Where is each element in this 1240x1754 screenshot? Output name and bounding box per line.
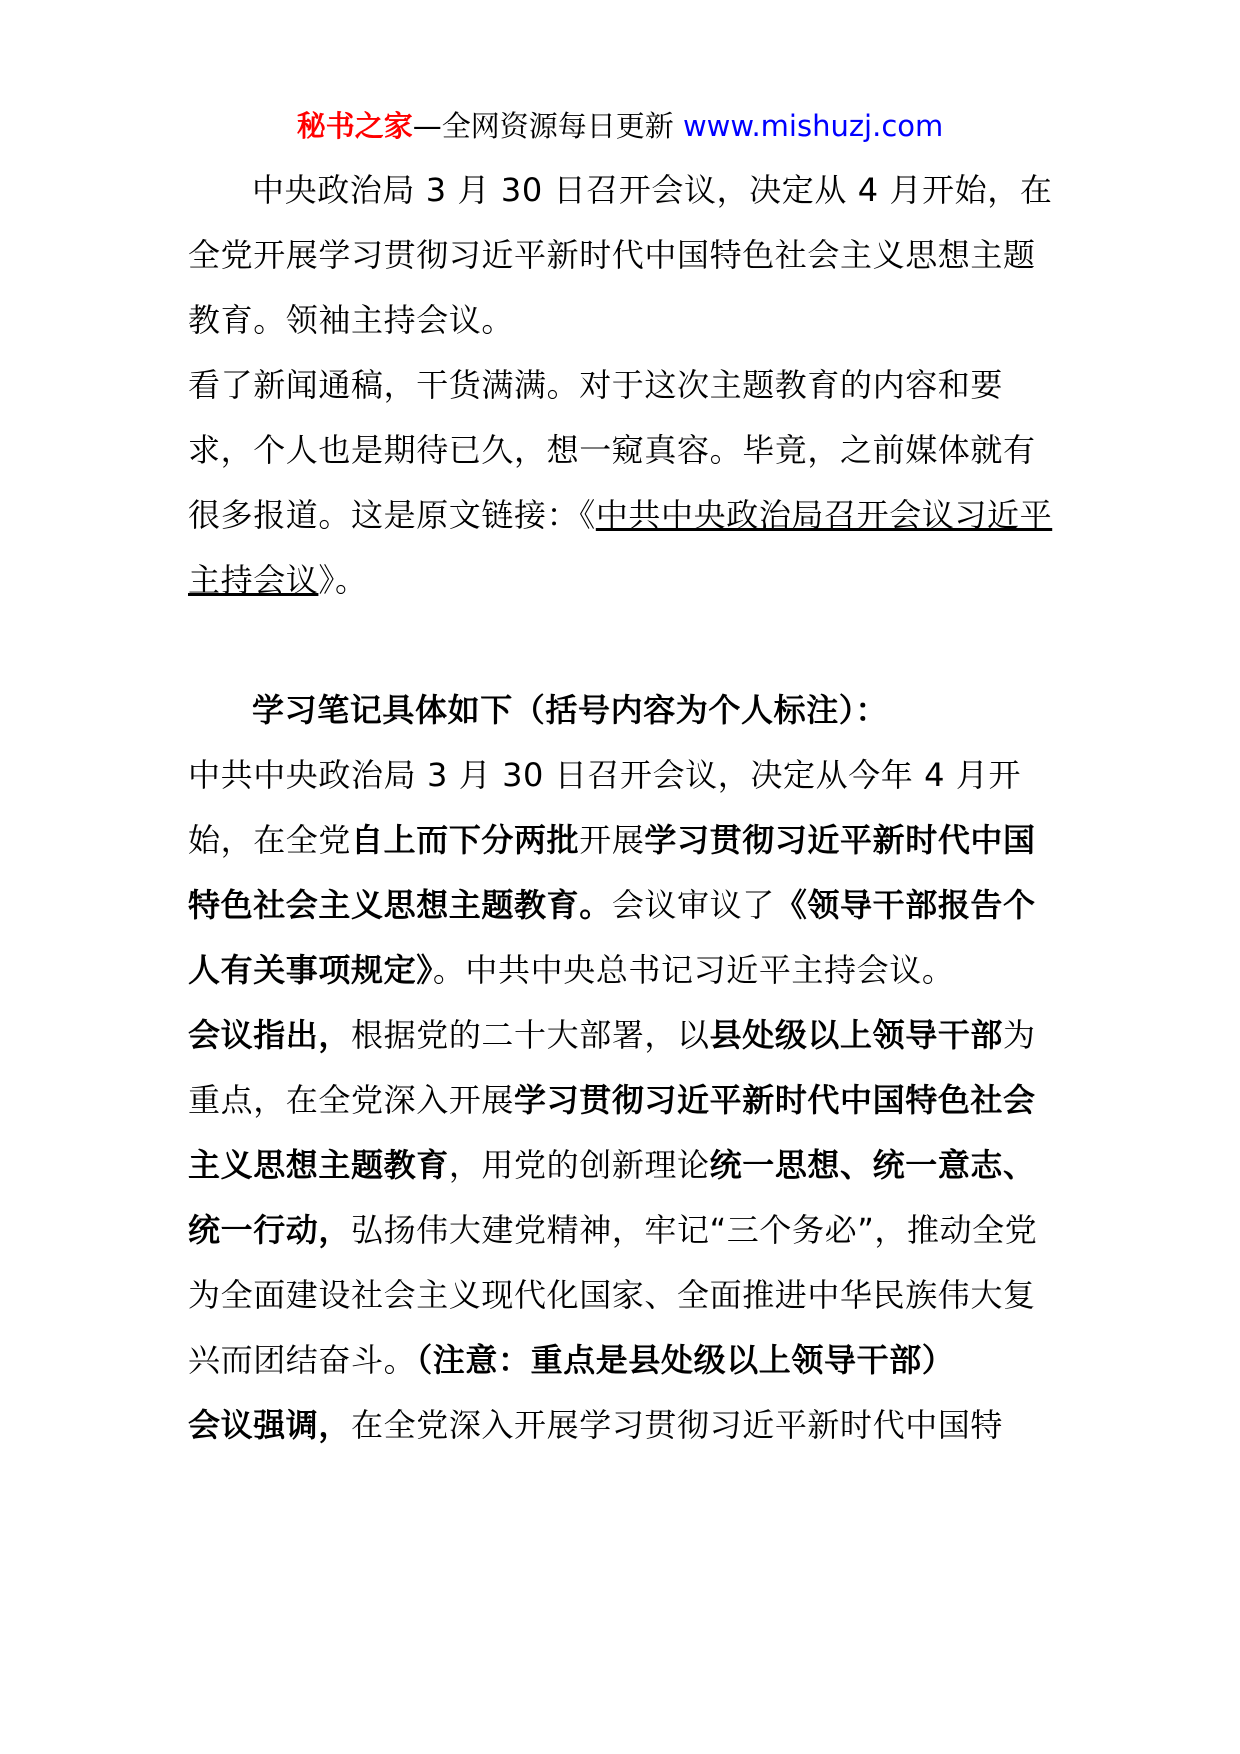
bold-run: 学习贯彻习近平新时代中国特色社会主义思想主题教育。: [188, 821, 1036, 924]
text-run: 根据党的二十大部署，以: [351, 1016, 710, 1054]
text-run: 会议审议了: [611, 886, 775, 924]
bold-run: 县处级以上领导干部: [709, 1016, 1004, 1054]
text-run: 在全党深入开展学习贯彻习近平新时代中国特: [351, 1406, 1004, 1444]
notes-heading: [188, 678, 1058, 743]
annotation-note: （注意：重点是县处级以上领导干部）: [416, 1341, 955, 1379]
bold-run: 学习贯彻习近平新时代中国特色社会主义思想主题教育: [188, 1081, 1036, 1184]
notes-heading-text: 学习笔记具体如下（括号内容为个人标注）：: [252, 691, 889, 729]
notes-paragraph-3: [188, 1393, 1058, 1458]
bold-run: 统一思想、统一意志、统一行动，: [188, 1146, 1036, 1249]
bold-run: 自上而下分两批: [351, 821, 580, 859]
intro-paragraph-2-end: 》。: [318, 561, 368, 599]
text-run: 开展: [579, 821, 645, 859]
intro-paragraph-2-text: 看了新闻通稿，干货满满。对于这次主题教育的内容和要求，个人也是期待已久，想一窥真容。毕竟，之前媒体就有很多报道。这是原文链接：《: [188, 366, 1036, 534]
brand-name: 秘书之家: [296, 109, 413, 143]
text-run: 中共中央政治局 3 月 30 日召开会议，决定从今年 4 月开始，在全党: [188, 756, 1022, 859]
text-run: ，用党的创新理论: [448, 1146, 710, 1184]
bold-run: 《领导干部报告个人有关事项规定》: [188, 886, 1036, 989]
original-article-link[interactable]: 中共中央政治局召开会议习近平主持会议: [188, 496, 1053, 599]
paragraph-spacer: [188, 613, 1058, 678]
text-run: 弘扬伟大建党精神，牢记“三个务必”，推动全党为全面建设社会主义现代化国家、全面推进中华民族伟大复兴而团结奋斗。: [188, 1211, 1038, 1379]
text-run: 为重点，在全党深入开展: [188, 1016, 1036, 1119]
intro-paragraph-2: [188, 353, 1058, 613]
page-header: [0, 104, 1240, 148]
notes-paragraph-2: [188, 1003, 1058, 1393]
bold-run: 会议指出，: [188, 1016, 352, 1054]
intro-paragraph-1: 中央政治局 3 月 30 日召开会议，决定从 4 月开始，在全党开展学习贯彻习近平新时代中国特色社会主义思想主题教育。领袖主持会议。: [188, 171, 1053, 339]
header-tagline: —全网资源每日更新: [412, 109, 683, 143]
bold-run: 会议强调，: [188, 1406, 352, 1444]
notes-paragraph-1: [188, 743, 1058, 1003]
text-run: 。中共中央总书记习近平主持会议。: [432, 951, 955, 989]
document-body: [188, 158, 1058, 1458]
site-url-link[interactable]: www.mishuzj.com: [682, 109, 944, 143]
